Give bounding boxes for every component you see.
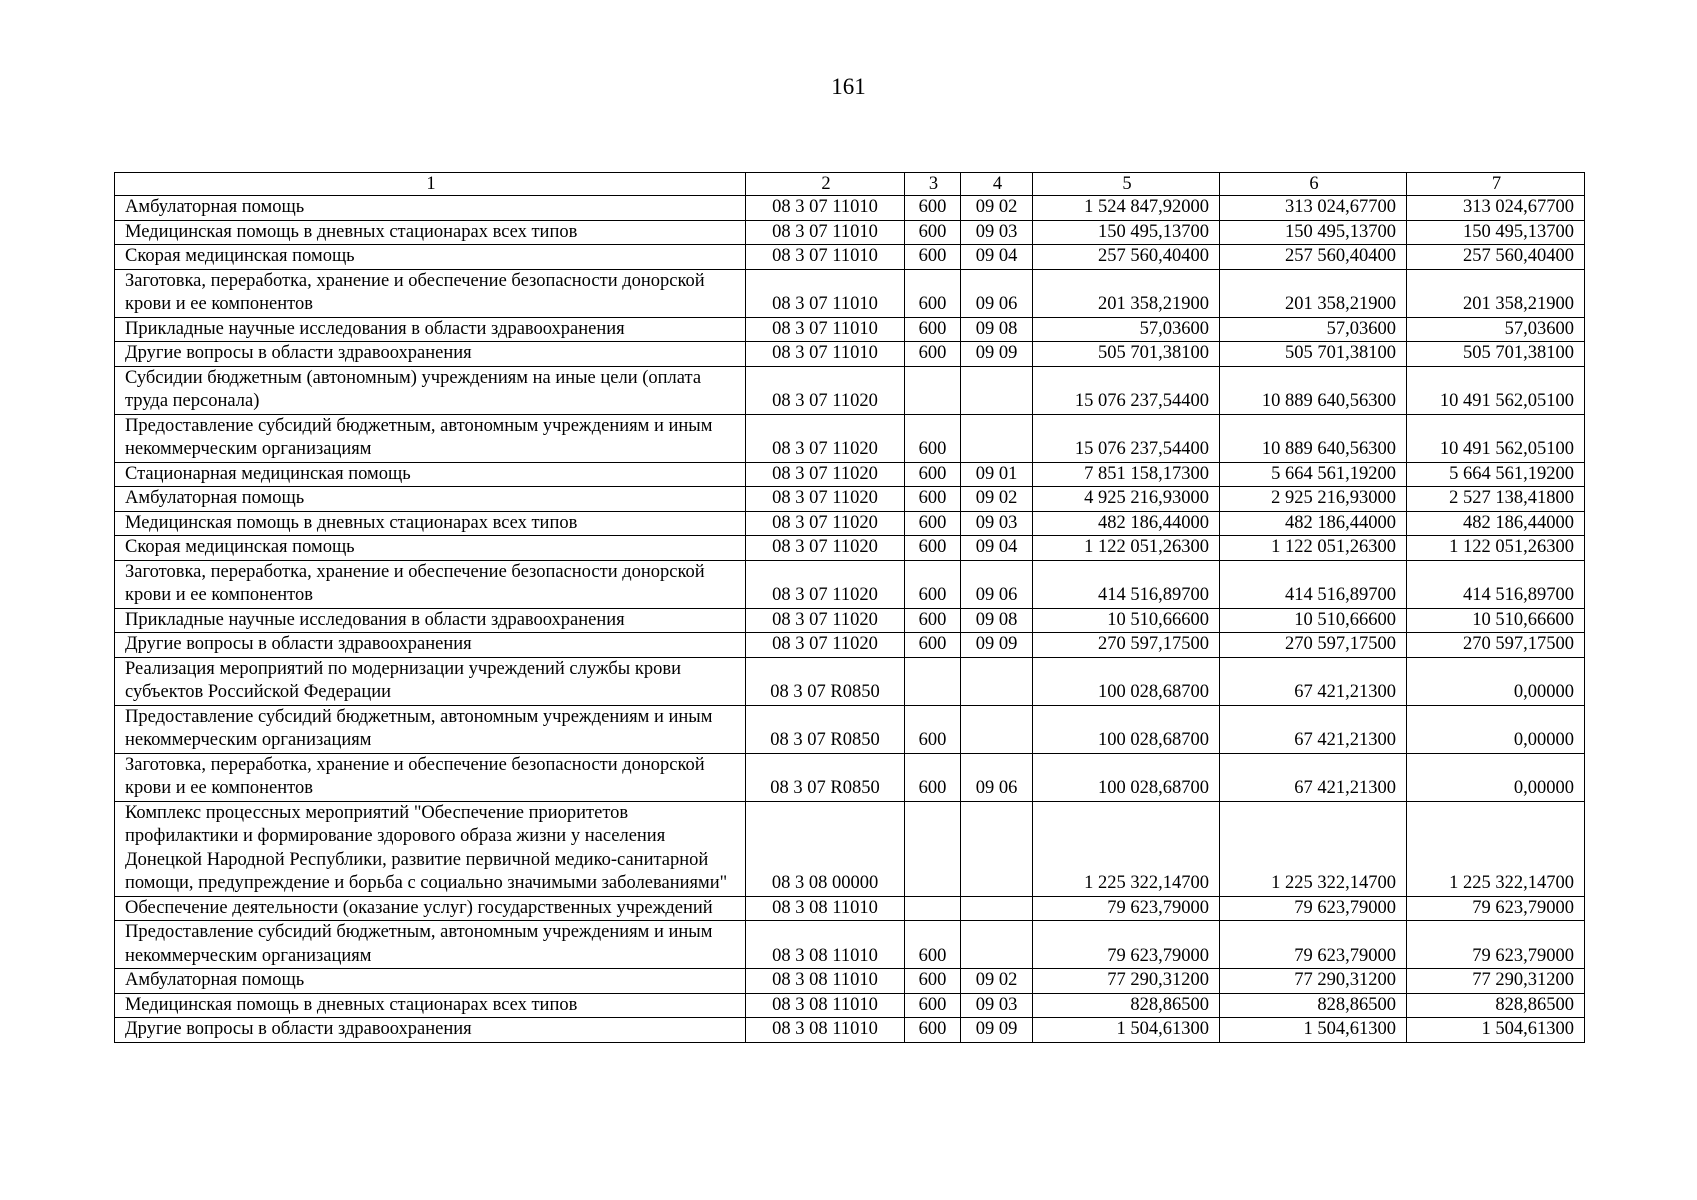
table-row [115, 536, 1585, 561]
section-code: 09 08 [961, 317, 1033, 342]
section-code: 09 04 [961, 536, 1033, 561]
amount-col-5: 79 623,79000 [1033, 896, 1220, 921]
header-col-5: 5 [1033, 173, 1220, 196]
row-name: Прикладные научные исследования в области здравоохранения [115, 317, 746, 342]
target-code: 08 3 07 11020 [746, 414, 905, 462]
amount-col-6: 77 290,31200 [1220, 969, 1407, 994]
table-row [115, 414, 1585, 462]
amount-col-5: 1 122 051,26300 [1033, 536, 1220, 561]
row-name: Заготовка, переработка, хранение и обеспечение безопасности донорской крови и ее компонентов [115, 753, 746, 801]
table-row [115, 196, 1585, 221]
expense-type [905, 657, 961, 705]
amount-col-7: 77 290,31200 [1407, 969, 1585, 994]
amount-col-7: 482 186,44000 [1407, 511, 1585, 536]
section-code [961, 657, 1033, 705]
header-col-7: 7 [1407, 173, 1585, 196]
amount-col-7: 10 491 562,05100 [1407, 366, 1585, 414]
target-code: 08 3 07 11010 [746, 317, 905, 342]
section-code: 09 09 [961, 342, 1033, 367]
section-code: 09 06 [961, 753, 1033, 801]
target-code: 08 3 07 11010 [746, 245, 905, 270]
expense-type: 600 [905, 245, 961, 270]
header-col-1: 1 [115, 173, 746, 196]
row-name: Прикладные научные исследования в области здравоохранения [115, 608, 746, 633]
amount-col-7: 828,86500 [1407, 993, 1585, 1018]
amount-col-6: 2 925 216,93000 [1220, 487, 1407, 512]
amount-col-7: 150 495,13700 [1407, 220, 1585, 245]
target-code: 08 3 07 11020 [746, 633, 905, 658]
expense-type: 600 [905, 487, 961, 512]
target-code: 08 3 07 11020 [746, 366, 905, 414]
row-name: Скорая медицинская помощь [115, 536, 746, 561]
section-code: 09 01 [961, 462, 1033, 487]
table-row [115, 705, 1585, 753]
amount-col-7: 79 623,79000 [1407, 921, 1585, 969]
target-code: 08 3 07 11010 [746, 220, 905, 245]
row-name: Предоставление субсидий бюджетным, автономным учреждениям и иным некоммерческим организациям [115, 705, 746, 753]
expense-type [905, 801, 961, 896]
section-code: 09 02 [961, 487, 1033, 512]
target-code: 08 3 07 11020 [746, 487, 905, 512]
amount-col-6: 414 516,89700 [1220, 560, 1407, 608]
target-code: 08 3 07 11010 [746, 342, 905, 367]
expense-type: 600 [905, 342, 961, 367]
amount-col-5: 1 524 847,92000 [1033, 196, 1220, 221]
amount-col-6: 270 597,17500 [1220, 633, 1407, 658]
amount-col-5: 150 495,13700 [1033, 220, 1220, 245]
row-name: Обеспечение деятельности (оказание услуг) государственных учреждений [115, 896, 746, 921]
table-row [115, 511, 1585, 536]
amount-col-5: 77 290,31200 [1033, 969, 1220, 994]
expense-type: 600 [905, 753, 961, 801]
expense-type [905, 896, 961, 921]
section-code: 09 02 [961, 196, 1033, 221]
expense-type: 600 [905, 536, 961, 561]
section-code: 09 03 [961, 220, 1033, 245]
row-name: Другие вопросы в области здравоохранения [115, 342, 746, 367]
row-name: Стационарная медицинская помощь [115, 462, 746, 487]
amount-col-7: 10 510,66600 [1407, 608, 1585, 633]
header-col-4: 4 [961, 173, 1033, 196]
target-code: 08 3 07 11020 [746, 560, 905, 608]
table-row [115, 342, 1585, 367]
amount-col-6: 10 889 640,56300 [1220, 414, 1407, 462]
amount-col-6: 505 701,38100 [1220, 342, 1407, 367]
amount-col-6: 201 358,21900 [1220, 269, 1407, 317]
target-code: 08 3 07 11010 [746, 269, 905, 317]
expense-type: 600 [905, 414, 961, 462]
table-row [115, 462, 1585, 487]
table-row [115, 245, 1585, 270]
header-col-3: 3 [905, 173, 961, 196]
row-name: Комплекс процессных мероприятий "Обеспечение приоритетов профилактики и формирование здорового образа жизни у населения Донецкой Народной Республики, развитие первичной медико-санитарной помощи, предупреждение и борьба с социально значимыми заболеваниями" [115, 801, 746, 896]
amount-col-7: 257 560,40400 [1407, 245, 1585, 270]
amount-col-5: 10 510,66600 [1033, 608, 1220, 633]
section-code: 09 03 [961, 993, 1033, 1018]
amount-col-5: 505 701,38100 [1033, 342, 1220, 367]
target-code: 08 3 07 11010 [746, 196, 905, 221]
amount-col-7: 1 225 322,14700 [1407, 801, 1585, 896]
amount-col-6: 150 495,13700 [1220, 220, 1407, 245]
amount-col-6: 10 510,66600 [1220, 608, 1407, 633]
table-row [115, 317, 1585, 342]
expense-type: 600 [905, 560, 961, 608]
section-code [961, 921, 1033, 969]
table-row [115, 1018, 1585, 1043]
amount-col-6: 79 623,79000 [1220, 896, 1407, 921]
row-name: Медицинская помощь в дневных стационарах всех типов [115, 993, 746, 1018]
amount-col-6: 1 504,61300 [1220, 1018, 1407, 1043]
amount-col-7: 505 701,38100 [1407, 342, 1585, 367]
amount-col-5: 257 560,40400 [1033, 245, 1220, 270]
amount-col-5: 1 225 322,14700 [1033, 801, 1220, 896]
table-row [115, 633, 1585, 658]
section-code: 09 02 [961, 969, 1033, 994]
amount-col-6: 67 421,21300 [1220, 705, 1407, 753]
expense-type: 600 [905, 993, 961, 1018]
row-name: Реализация мероприятий по модернизации учреждений службы крови субъектов Российской Федерации [115, 657, 746, 705]
expense-type: 600 [905, 220, 961, 245]
target-code: 08 3 08 11010 [746, 921, 905, 969]
amount-col-5: 1 504,61300 [1033, 1018, 1220, 1043]
expense-type: 600 [905, 317, 961, 342]
target-code: 08 3 07 R0850 [746, 705, 905, 753]
table-row [115, 969, 1585, 994]
amount-col-6: 257 560,40400 [1220, 245, 1407, 270]
row-name: Заготовка, переработка, хранение и обеспечение безопасности донорской крови и ее компонентов [115, 560, 746, 608]
table-row [115, 269, 1585, 317]
page-number: 161 [831, 74, 866, 99]
amount-col-6: 482 186,44000 [1220, 511, 1407, 536]
amount-col-5: 828,86500 [1033, 993, 1220, 1018]
amount-col-7: 10 491 562,05100 [1407, 414, 1585, 462]
section-code [961, 414, 1033, 462]
target-code: 08 3 07 11020 [746, 511, 905, 536]
table-row [115, 220, 1585, 245]
table-row [115, 560, 1585, 608]
row-name: Скорая медицинская помощь [115, 245, 746, 270]
amount-col-7: 414 516,89700 [1407, 560, 1585, 608]
row-name: Предоставление субсидий бюджетным, автономным учреждениям и иным некоммерческим организациям [115, 921, 746, 969]
table-row [115, 921, 1585, 969]
table-row [115, 753, 1585, 801]
row-name: Медицинская помощь в дневных стационарах всех типов [115, 511, 746, 536]
amount-col-5: 414 516,89700 [1033, 560, 1220, 608]
amount-col-7: 2 527 138,41800 [1407, 487, 1585, 512]
section-code: 09 09 [961, 633, 1033, 658]
amount-col-7: 79 623,79000 [1407, 896, 1585, 921]
amount-col-7: 270 597,17500 [1407, 633, 1585, 658]
amount-col-5: 201 358,21900 [1033, 269, 1220, 317]
amount-col-5: 7 851 158,17300 [1033, 462, 1220, 487]
target-code: 08 3 08 11010 [746, 993, 905, 1018]
amount-col-5: 100 028,68700 [1033, 705, 1220, 753]
amount-col-7: 201 358,21900 [1407, 269, 1585, 317]
target-code: 08 3 08 00000 [746, 801, 905, 896]
target-code: 08 3 07 11020 [746, 462, 905, 487]
amount-col-6: 828,86500 [1220, 993, 1407, 1018]
amount-col-6: 5 664 561,19200 [1220, 462, 1407, 487]
header-col-6: 6 [1220, 173, 1407, 196]
row-name: Амбулаторная помощь [115, 969, 746, 994]
target-code: 08 3 07 R0850 [746, 657, 905, 705]
expense-type: 600 [905, 462, 961, 487]
amount-col-5: 482 186,44000 [1033, 511, 1220, 536]
table-row [115, 801, 1585, 896]
amount-col-5: 100 028,68700 [1033, 753, 1220, 801]
row-name: Другие вопросы в области здравоохранения [115, 1018, 746, 1043]
amount-col-6: 313 024,67700 [1220, 196, 1407, 221]
expense-type: 600 [905, 633, 961, 658]
target-code: 08 3 08 11010 [746, 1018, 905, 1043]
budget-table [114, 172, 1585, 1043]
section-code [961, 801, 1033, 896]
section-code: 09 06 [961, 269, 1033, 317]
table-row [115, 487, 1585, 512]
expense-type: 600 [905, 1018, 961, 1043]
amount-col-5: 57,03600 [1033, 317, 1220, 342]
expense-type [905, 366, 961, 414]
amount-col-5: 4 925 216,93000 [1033, 487, 1220, 512]
amount-col-7: 5 664 561,19200 [1407, 462, 1585, 487]
amount-col-6: 79 623,79000 [1220, 921, 1407, 969]
row-name: Медицинская помощь в дневных стационарах всех типов [115, 220, 746, 245]
amount-col-7: 1 504,61300 [1407, 1018, 1585, 1043]
row-name: Заготовка, переработка, хранение и обеспечение безопасности донорской крови и ее компонентов [115, 269, 746, 317]
table-body [115, 196, 1585, 1043]
amount-col-5: 15 076 237,54400 [1033, 414, 1220, 462]
table-row [115, 993, 1585, 1018]
amount-col-6: 1 122 051,26300 [1220, 536, 1407, 561]
expense-type: 600 [905, 705, 961, 753]
amount-col-7: 0,00000 [1407, 705, 1585, 753]
expense-type: 600 [905, 921, 961, 969]
amount-col-5: 100 028,68700 [1033, 657, 1220, 705]
section-code [961, 705, 1033, 753]
section-code: 09 06 [961, 560, 1033, 608]
amount-col-7: 0,00000 [1407, 657, 1585, 705]
target-code: 08 3 07 R0850 [746, 753, 905, 801]
expense-type: 600 [905, 511, 961, 536]
row-name: Субсидии бюджетным (автономным) учреждениям на иные цели (оплата труда персонала) [115, 366, 746, 414]
amount-col-5: 15 076 237,54400 [1033, 366, 1220, 414]
row-name: Амбулаторная помощь [115, 196, 746, 221]
amount-col-6: 1 225 322,14700 [1220, 801, 1407, 896]
table-row [115, 657, 1585, 705]
expense-type: 600 [905, 196, 961, 221]
section-code: 09 03 [961, 511, 1033, 536]
row-name: Другие вопросы в области здравоохранения [115, 633, 746, 658]
target-code: 08 3 07 11020 [746, 608, 905, 633]
expense-type: 600 [905, 269, 961, 317]
amount-col-5: 270 597,17500 [1033, 633, 1220, 658]
target-code: 08 3 08 11010 [746, 896, 905, 921]
amount-col-6: 67 421,21300 [1220, 657, 1407, 705]
section-code: 09 09 [961, 1018, 1033, 1043]
target-code: 08 3 07 11020 [746, 536, 905, 561]
expense-type: 600 [905, 969, 961, 994]
table-row [115, 896, 1585, 921]
amount-col-7: 0,00000 [1407, 753, 1585, 801]
target-code: 08 3 08 11010 [746, 969, 905, 994]
table-row [115, 608, 1585, 633]
amount-col-6: 57,03600 [1220, 317, 1407, 342]
table-row [115, 366, 1585, 414]
section-code [961, 896, 1033, 921]
amount-col-5: 79 623,79000 [1033, 921, 1220, 969]
amount-col-7: 57,03600 [1407, 317, 1585, 342]
section-code: 09 04 [961, 245, 1033, 270]
header-col-2: 2 [746, 173, 905, 196]
amount-col-6: 10 889 640,56300 [1220, 366, 1407, 414]
section-code: 09 08 [961, 608, 1033, 633]
amount-col-6: 67 421,21300 [1220, 753, 1407, 801]
section-code [961, 366, 1033, 414]
expense-type: 600 [905, 608, 961, 633]
amount-col-7: 1 122 051,26300 [1407, 536, 1585, 561]
row-name: Предоставление субсидий бюджетным, автономным учреждениям и иным некоммерческим организациям [115, 414, 746, 462]
row-name: Амбулаторная помощь [115, 487, 746, 512]
amount-col-7: 313 024,67700 [1407, 196, 1585, 221]
header-row [115, 173, 1585, 196]
